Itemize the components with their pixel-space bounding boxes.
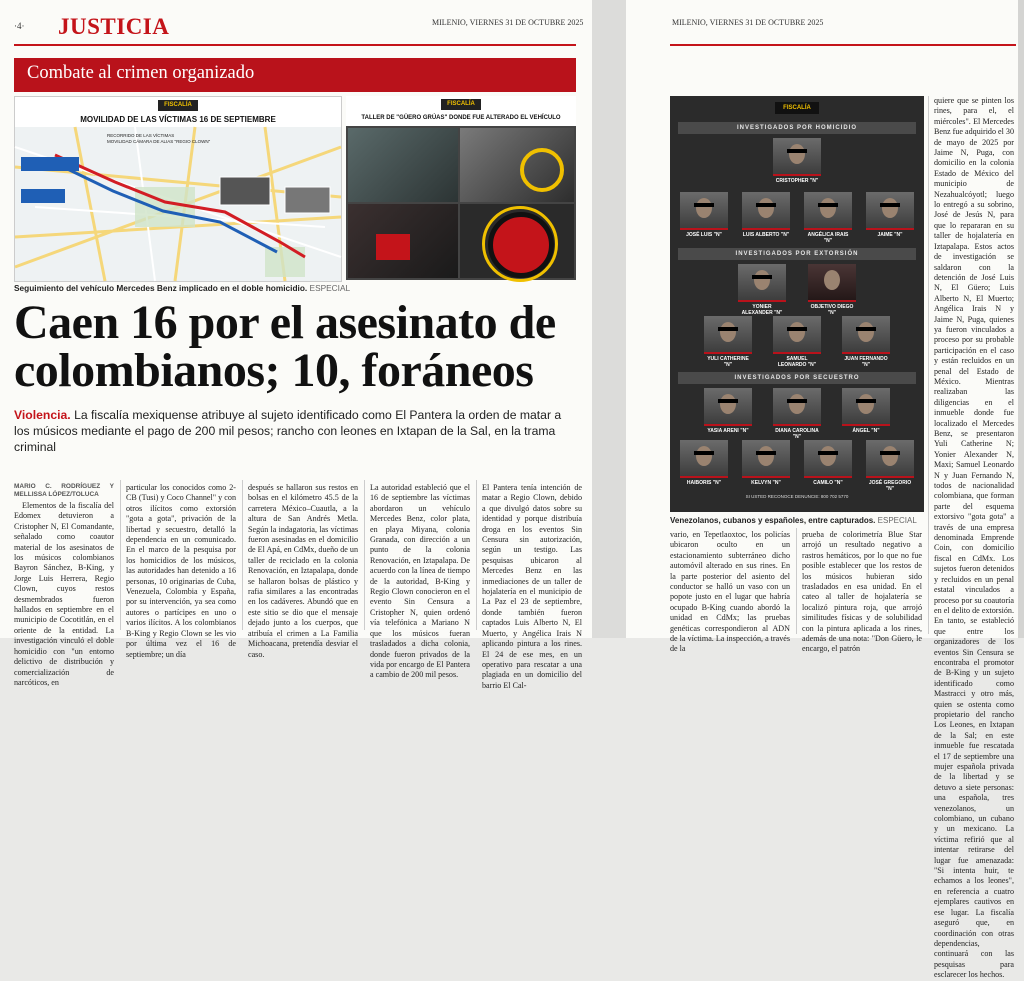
red-paint-can (376, 234, 410, 260)
column-rule (120, 480, 121, 630)
suspect-card: YONIER ALEXANDER "N" (738, 264, 786, 316)
highlight-circle (520, 148, 564, 192)
page-edge (1018, 0, 1024, 638)
photos-title: TALLER DE "GÜERO GRÚAS" DONDE FUE ALTERADO EL VEHÍCULO (361, 115, 561, 121)
article-column-7: prueba de colorimetría Blue Star arrojó un resultado negativo a rastros hemáticos, por lo que no fue posible establecer que los restos de los músicos hubieran sido trasladados en esa unidad. En el cateo al taller de hojalatería se localizó pintura roja, que arrojó similitudes físicas y de solubilidad con la pintura aplicada a los rines, además de una nota: "Don Güero, le encargo, el patrón (802, 530, 922, 654)
photo-caption: Seguimiento del vehículo Mercedes Benz implicado en el doble homicidio. ESPECIAL (14, 283, 351, 293)
suspect-card: KELVYN "N" (742, 440, 790, 486)
workshop-photo (348, 128, 458, 202)
header-info: MILENIO, VIERNES 31 DE OCTUBRE 2025 (672, 18, 824, 27)
fiscalia-logo: FISCALÍA (441, 99, 481, 110)
column-rule (928, 96, 929, 634)
poster-footer: SI USTED RECONOCE DENUNCIE: 800 702 5770 (745, 494, 849, 499)
section-rule (670, 44, 1016, 46)
map-graphic (15, 127, 341, 281)
section-rule (14, 44, 576, 46)
suspect-card: LUIS ALBERTO "N" (742, 192, 790, 238)
map-title: MOVILIDAD DE LAS VÍCTIMAS 16 DE SEPTIEMBRE (80, 115, 276, 124)
suspect-card: YASIA ARENI "N" (704, 388, 752, 434)
kidnapping-section-title: INVESTIGADOS POR SECUESTRO (678, 372, 916, 384)
suspects-poster (670, 96, 924, 512)
article-column-3: después se hallaron sus restos en bolsas en el kilómetro 45.5 de la carretera México–Cuautla, a la altura de San Andrés Metla. Según la indagatoria, las víctimas fueron asesinadas en el domicilio de El Apá, en CdMx, dueño de un taller de reciclado en la colonia Renovación, en Iztapalapa, donde se hallaron bolsas de plástico y rafia similares a las encontradas en los cadáveres. Abundó que en este sitio se dio que el mensaje dejado junto a los cuerpos, que atribuía el crimen a La Familia Michoacana, pretendía desviar el caso. (248, 483, 358, 659)
suspect-card: ANGÉLICA IRAIS "N" (804, 192, 852, 244)
column-rule (364, 480, 365, 630)
page-number: ·4· (14, 21, 25, 31)
column-rule (476, 480, 477, 630)
article-column-4: La autoridad estableció que el 16 de septiembre las víctimas abordaron un vehículo Mercedes Benz, color plata, en playa Miyana, colonia Granada, con dirección a un punto de la colonia Renovación, en Iztapalapa. De acuerdo con la línea de tiempo de la autoridad, B-King y Regio Clown conocieron en el evento Sin Censura a Cristopher N, quien ordenó vía telefónica a Mariano N que los músicos fueran trasladados a dicha colonia, donde fueron privados de la vida por encargo de El Pantera a cambio de 200 mil pesos. (370, 483, 470, 680)
left-page (0, 0, 592, 690)
suspect-card: JUAN FERNANDO "N" (842, 316, 890, 368)
legend-route: RECORRIDO DE LAS VÍCTIMAS (107, 133, 175, 138)
headline: Caen 16 por el asesinato de colombianos; 10, foráneos (14, 296, 556, 397)
extortion-section-title: INVESTIGADOS POR EXTORSIÓN (678, 248, 916, 260)
byline: MARIO C. RODRÍGUEZ Y MELLISSA LÓPEZ/TOLUCA (14, 483, 114, 498)
suspect-card: HAIBORIS "N" (680, 440, 728, 486)
article-column-8: quiere que se pinten los rines, para el, el miércoles". El Mercedes Benz fue adquirido el 30 de mayo de 2025 por Jaime N, Puga, con domicilio en la colonia Estado de México del municipio de Nezahualcóyotl; luego lo entregó a su sobrino, José de Jesús N, para que lo repararan en su taller de hojalatería en Iztapalapa. Estos actos de investigación se saldaron con la detención de José Luis N, El Güero; Luis Alberto N, El Muerto; Angélica Irais N y Jaime N, Puga, quienes ya fueron vinculados a proceso por su probable participación en el caso y están recluidos en un penal del Estado de México. Mientras realizaban las diligencias en el inmueble donde fue localizado el Mercedes Benz, se presentaron Yuli Catherine N; Yonier Alexander N, Maxi; Samuel Leonardo N y Juan Fernando N, todos de nacionalidad colombiana, que forman parte del esquema extorsivo "gota gota" a través de una empresa denominada Emprende Coin, con domicilio fiscal en CdMx. Los sujetos fueron detenidos y recluidos en un penal estatal vinculados a proceso por su coautoría en el delito de extorsión. En tanto, se estableció que entre los organizadores de los eventos Sin Censura se encontraba el promotor de B-King y un sujeto identificado como Mastracci y otro más, quien se ostenta como propietario del rancho Los Leones, en Ixtapan de la Sal; en este inmueble fue rescatada el 17 de septiembre una mujer española privada de la libertad y se detuvo a siete personas: una española, tres venezolanos, un colombiano, un cubano y un mexicano. La víctima refirió que al intentar retirarse del lugar fue amenazada: "Si intenta huir, te echamos a los leones", en referencia a cuatro ejemplares cautivos en ese lugar. La fiscalía aseguró que, en coordinación con otras dependencias, continuará con las pesquisas para esclarecer los hechos. (934, 96, 1015, 980)
suspect-card: JOSÉ GREGORIO "N" (866, 440, 914, 492)
right-page (626, 0, 1018, 980)
suspect-card: YULI CATHERINE "N" (704, 316, 752, 368)
photos-header (346, 96, 576, 126)
workshop-photos (346, 96, 576, 280)
map-header (15, 97, 341, 127)
topic-banner (14, 58, 576, 92)
map-legend (107, 133, 287, 145)
poster-caption: Venezolanos, cubanos y españoles, entre capturados. ESPECIAL (670, 516, 917, 525)
page-gutter (592, 0, 626, 638)
column-rule (242, 480, 243, 630)
article-column-1: MARIO C. RODRÍGUEZ Y MELLISSA LÓPEZ/TOLUCA Elementos de la fiscalía del Edomex detuvieron a Cristopher N, El Comandante, señalado como coautor material de los asesinatos de los músicos colombianos Bayron Sánchez, B-King, y Jorge Luis Herrera, Regio Clown, cuyos restos desmembrados fueron hallados en septiembre en el municipio de Cocotitlán, en el oriente de la entidad. La investigación vinculó el doble homicidio con "un entorno delictivo de distribución y comercialización de narcóticos, en (14, 483, 114, 687)
article-column-6: vario, en Tepetlaoxtoc, los policías ubicaron oculto en un estacionamiento subterráneo dicho automóvil alterado en sus rines. En la parte posterior del asiento del conductor se halló un vaso con un popote justo en el lugar que habría ocupado B-King cuando abordó la unidad en CdMx; las pruebas genéticas correspondieron al ADN de la víctima. La inspección, a través de la (670, 530, 791, 654)
fiscalia-logo: FISCALÍA (775, 102, 819, 114)
section-title: JUSTICIA (58, 14, 170, 39)
legend-camera: MOVILIDAD CÁMARA DE ALIAS "REGIO CLOWN" (107, 139, 211, 144)
suspect-card: CAMILO "N" (804, 440, 852, 486)
header-info: MILENIO, VIERNES 31 DE OCTUBRE 2025 (432, 18, 584, 27)
car-door-photo (460, 128, 574, 202)
dek: Violencia. La fiscalía mexiquense atribuye al sujeto identificado como El Pantera la orden de matar a los músicos mediante el pago de 200 mil pesos; rancho con leones en Ixtapan de la Sal, en la trama criminal (14, 408, 562, 454)
wheel-photo (460, 204, 574, 278)
homicide-section-title: INVESTIGADOS POR HOMICIDIO (678, 122, 916, 134)
suspect-card: JAIME "N" (866, 192, 914, 238)
suspect-card: OBJETIVO DIEGO "N" (808, 264, 856, 316)
route-map (14, 96, 342, 282)
suspect-card: DIANA CAROLINA "N" (773, 388, 821, 440)
suspect-card: SAMUEL LEONARDO "N" (773, 316, 821, 368)
paint-photo (348, 204, 458, 278)
column-rule (796, 528, 797, 634)
suspect-card: CRISTOPHER "N" (773, 138, 821, 184)
suspect-card: ÁNGEL "N" (842, 388, 890, 434)
fiscalia-logo: FISCALÍA (158, 100, 198, 111)
topic-banner-label: Combate al crimen organizado (27, 63, 255, 83)
highlight-circle (482, 206, 558, 282)
article-column-2: particular los conocidos como 2-CB (Tusi) y Coco Channel" y con otros ilícitos como extorsión "gota a gota", privación de la libertad y secuestro, detalló la dependencia en un comunicado. En el marco de la pesquisa por los homicidios de los músicos, las autoridades han detenido a 16 personas, 10 originarias de Cuba, Venezuela, Colombia y España, por su intervención, ya sea como autores o partícipes en uno o varios ilícitos. A los colombianos B-King y Regio Clown se les vio por última vez el 16 de septiembre; un día (126, 483, 236, 659)
suspect-card: JOSÉ LUIS "N" (680, 192, 728, 238)
article-column-5: El Pantera tenía intención de matar a Regio Clown, debido a que divulgó datos sobre su identidad y porque distribuía droga en los eventos Sin Censura sin autorización, según un testigo. Las pesquisas ubicaron al Mercedes Benz en las inmediaciones de un taller de hojalatería en el municipio de La Paz el 23 de septiembre, donde también fueron captados Luis Alberto N, El Muerto, y Angélica Irais N aplicando pintura a los rines. El 24 de ese mes, en un operativo para rescatar a una plagiada en un domicilio del barrio El Cal- (482, 483, 582, 690)
